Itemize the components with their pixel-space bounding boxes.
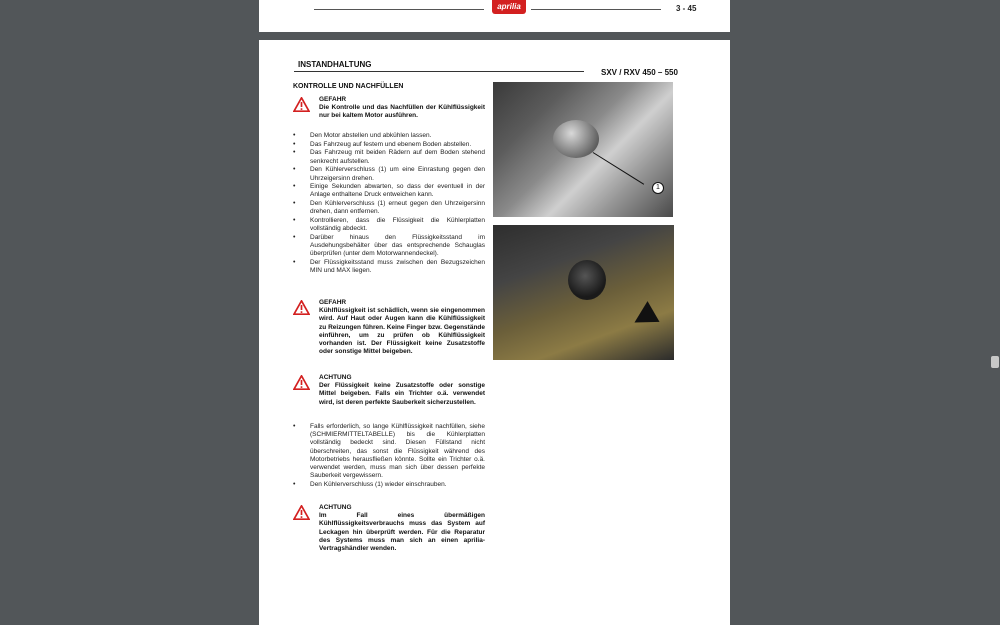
list-item: • Das Fahrzeug auf festem und ebenem Boden abstellen. bbox=[293, 141, 485, 149]
list-item: • Darüber hinaus den Flüssigkeitsstand im Ausdehungsbehälter über das entsprechende Schauglas überprüfen (unter dem Motorwannendeckel). bbox=[293, 234, 485, 259]
list-item: • Kontrollieren, dass die Flüssigkeit die Kühlerplatten vollständig abdeckt. bbox=[293, 217, 485, 233]
scrollbar-thumb[interactable] bbox=[991, 356, 999, 368]
arrow-icon bbox=[628, 301, 659, 333]
list-item: • Falls erforderlich, so lange Kühlflüssigkeit nachfüllen, siehe (SCHMIERMITTELTABELLE) bis die Kühlerplatten vollständig bedeckt sind. Diesen Füllstand nicht überschreiten, das sonst die Flüssigkeit während des Motorbetriebs herausfließen könnte. Sollte ein Trichter o.ä. verwendet werden, muss man sich über dessen perfekte Sauberkeit vergewissern. bbox=[293, 423, 485, 480]
header-rule-left bbox=[314, 9, 484, 10]
warning-text: Die Kontrolle und das Nachfüllen der Kühlflüssigkeit nur bei kaltem Motor ausführen. bbox=[319, 104, 485, 120]
reservoir-cap bbox=[568, 260, 606, 300]
warning-block bbox=[293, 504, 485, 553]
warning-heading: ACHTUNG bbox=[319, 374, 352, 381]
steps-list bbox=[293, 132, 485, 276]
viewer-scrollbar[interactable] bbox=[990, 0, 1000, 625]
radiator-cap-photo bbox=[493, 82, 673, 217]
list-item: • Den Kühlerverschluss (1) wieder einschrauben. bbox=[293, 481, 485, 489]
list-item: • Einige Sekunden abwarten, so dass der eventuell in der Anlage enthaltene Druck entweichen kann. bbox=[293, 183, 485, 199]
callout-number: 1 bbox=[652, 182, 664, 194]
list-item: • Den Kühlerverschluss (1) erneut gegen den Uhrzeigersinn drehen, dann entfernen. bbox=[293, 200, 485, 216]
header-rule-right bbox=[531, 9, 661, 10]
section-title: INSTANDHALTUNG bbox=[298, 60, 372, 69]
aprilia-logo: aprilia bbox=[492, 0, 526, 14]
warning-triangle-icon bbox=[293, 97, 310, 112]
warning-heading: GEFAHR bbox=[319, 299, 347, 306]
steps-list bbox=[293, 423, 485, 490]
warning-triangle-icon bbox=[293, 375, 310, 390]
warning-block bbox=[293, 374, 485, 407]
warning-text: Im Fall eines übermäßigen Kühlflüssigkeitsverbrauchs muss das System auf Leckagen hin überprüft werden. Für die Reparatur des Systems muss man sich an einen aprilia-Vertragshändler wenden. bbox=[319, 512, 485, 553]
list-item: • Den Kühlerverschluss (1) um eine Einrastung gegen den Uhrzeigersinn drehen. bbox=[293, 166, 485, 182]
list-item: • Den Motor abstellen und abkühlen lassen. bbox=[293, 132, 485, 140]
warning-heading: ACHTUNG bbox=[319, 504, 352, 511]
section-rule bbox=[294, 71, 584, 72]
subsection-title: KONTROLLE UND NACHFÜLLEN bbox=[293, 83, 404, 90]
warning-triangle-icon bbox=[293, 505, 310, 520]
previous-page bbox=[259, 0, 730, 32]
warning-block bbox=[293, 299, 485, 356]
expansion-tank-photo bbox=[493, 225, 674, 360]
warning-text: Der Flüssigkeit keine Zusatzstoffe oder sonstige Mittel beigeben. Falls ein Trichter o.ä. verwendet wird, ist deren perfekte Sauberkeit sicherzustellen. bbox=[319, 382, 485, 406]
list-item: • Das Fahrzeug mit beiden Rädern auf dem Boden stehend senkrecht aufstellen. bbox=[293, 149, 485, 165]
list-item: • Der Flüssigkeitsstand muss zwischen den Bezugszeichen MIN und MAX liegen. bbox=[293, 259, 485, 275]
warning-block bbox=[293, 96, 485, 121]
model-label: SXV / RXV 450 – 550 bbox=[601, 68, 678, 77]
warning-heading: GEFAHR bbox=[319, 96, 347, 103]
warning-triangle-icon bbox=[293, 300, 310, 315]
current-page bbox=[259, 40, 730, 625]
warning-text: Kühlflüssigkeit ist schädlich, wenn sie eingenommen wird. Auf Haut oder Augen kann die Kühlflüssigkeit zu Reizungen führen. Keine Finger bzw. Gegenstände einführen, um zu prüfen ob Kühlflüssigkeit vorhanden ist. Der Flüssigkeit keine Zusatzstoffe oder sonstige Mittel beigeben. bbox=[319, 307, 485, 356]
callout-line bbox=[593, 152, 644, 185]
page-number: 3 - 45 bbox=[676, 4, 697, 13]
